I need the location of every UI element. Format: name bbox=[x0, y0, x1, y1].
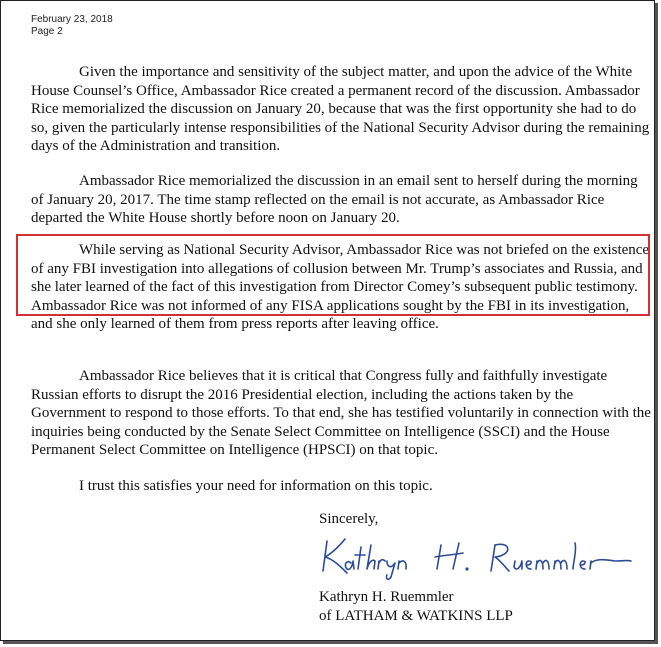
handwritten-signature bbox=[319, 531, 639, 586]
highlight-box bbox=[16, 234, 650, 316]
paragraph-fbi-briefing: While serving as National Security Advisor, Ambassador Rice was not briefed on the existence of any FBI investigation into allegations of collusion between Mr. Trump’s associates and Russia, and she later learned of the fact of this investigation from Director Comey’s subsequent public testimony. Ambassador Rice was not informed of any FISA applications sought by the FBI in its investigation, and she only learned of them from press reports after leaving office. bbox=[31, 242, 650, 332]
signer-firm: of LATHAM & WATKINS LLP bbox=[319, 608, 513, 624]
paragraph-email: Ambassador Rice memorialized the discussion in an email sent to herself during the morning of January 20, 2017. The time stamp reflected on the email is not accurate, as Ambassador Rice departed the White House shortly before noon on January 20. bbox=[31, 173, 638, 226]
letter-date: February 23, 2018 bbox=[31, 14, 113, 25]
page-number: Page 2 bbox=[31, 26, 63, 37]
paragraph-record: Given the importance and sensitivity of the subject matter, and upon the advice of the White House Counsel’s Office, Ambassador Rice created a permanent record of the discussion. Ambassador Rice memorialized the discussion on January 20, because that was the first opportunity she had to do so, given the particularly intense responsibilities of the National Security Advisor during the remaining days of the Administration and transition. bbox=[31, 64, 650, 154]
signer-name: Kathryn H. Ruemmler bbox=[319, 589, 454, 605]
salutation: Sincerely, bbox=[319, 511, 379, 527]
paragraph-congress: Ambassador Rice believes that it is critical that Congress fully and faithfully investigate Russian efforts to disrupt the 2016 Presidential election, including the actions taken by the Government to respond to those efforts. To that end, she has testified voluntarily in connection with the inquiries being conducted by the Senate Select Committee on Intelligence (SSCI) and the House Permanent Select Committee on Intelligence (HPSCI) on that topic. bbox=[31, 368, 651, 458]
paragraph-closing-remark: I trust this satisfies your need for information on this topic. bbox=[79, 478, 433, 494]
